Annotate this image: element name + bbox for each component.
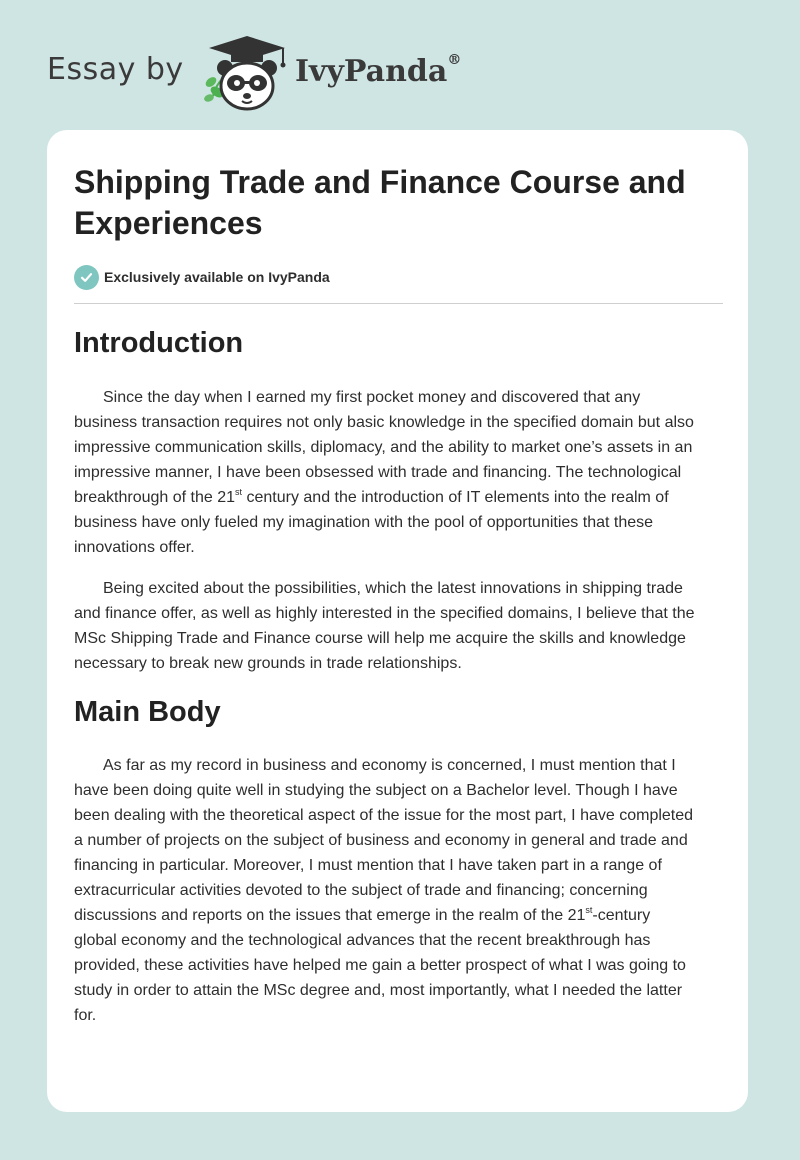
paragraph-line [74, 485, 726, 510]
line-text: discussions and reports on the issues that emerge in the realm of the 21 [74, 907, 586, 924]
section-heading: Main Body [74, 696, 221, 728]
paragraph-line: study in order to attain the MSc degree and, most importantly, what I needed the latter [74, 982, 683, 999]
essay-title [74, 162, 734, 244]
paragraph-line: extracurricular activities devoted to the subject of trade and financing; concerning [74, 882, 648, 899]
paragraph-line: for. [74, 1007, 97, 1024]
paragraph-line: Since the day when I earned my first pocket money and discovered that any [103, 389, 641, 406]
paragraph-line: necessary to break new grounds in trade relationships. [74, 655, 462, 672]
site-header [47, 34, 507, 114]
essay-title-line: Shipping Trade and Finance Course and [74, 164, 686, 200]
panda-graduate-logo-icon [199, 34, 295, 114]
paragraph-line: have been doing quite well in studying the subject on a Bachelor level. Though I have [74, 782, 678, 799]
paragraph-line: impressive manner, I have been obsessed with trade and financing. The technological [74, 464, 682, 481]
line-text: century and the introduction of IT elements into the realm of [242, 489, 669, 506]
essay-by-label: Essay by [47, 52, 184, 87]
paragraph-line: As far as my record in business and economy is concerned, I must mention that I [103, 757, 676, 774]
paragraph [74, 385, 726, 560]
checkmark-icon [74, 265, 99, 290]
paragraph-line: a number of projects on the subject of business and economy in general and trade and [74, 832, 688, 849]
exclusive-badge-label: Exclusively available on IvyPanda [104, 269, 330, 285]
paragraph-line: business transaction requires not only basic knowledge in the specified domain but also [74, 414, 694, 431]
section-heading: Introduction [74, 327, 244, 359]
paragraph [74, 576, 726, 676]
paragraph-line: MSc Shipping Trade and Finance course will help me acquire the skills and knowledge [74, 630, 686, 647]
line-text: -century [592, 907, 651, 924]
title-divider [74, 303, 723, 304]
paragraph-line: financing in particular. Moreover, I must mention that I have taken part in a range of [74, 857, 662, 874]
paragraph-line: business have only fueled my imagination with the pool of opportunities that these [74, 514, 654, 531]
paragraph-line: and finance offer, as well as highly interested in the specified domains, I believe that the [74, 605, 695, 622]
brand-name [295, 54, 461, 89]
paragraph-line: impressive communication skills, diplomacy, and the ability to market one’s assets in an [74, 439, 693, 456]
paragraph [74, 753, 726, 1028]
registered-mark: ® [447, 52, 462, 68]
paragraph-line: been dealing with the theoretical aspect of the issue for the most part, I have completed [74, 807, 694, 824]
paragraph-line: global economy and the technological advances that the recent breakthrough has [74, 932, 651, 949]
paragraph-line: innovations offer. [74, 539, 195, 556]
essay-title-line: Experiences [74, 205, 263, 241]
paragraph-line [74, 903, 726, 928]
paragraph-line: provided, these activities have helped me gain a better prospect of what I was going to [74, 957, 686, 974]
ordinal-suffix: st [585, 904, 593, 915]
essay-card [47, 130, 748, 1112]
brand-name-text: IvyPanda [295, 54, 448, 89]
paragraph-line: Being excited about the possibilities, which the latest innovations in shipping trade [103, 580, 683, 597]
ordinal-suffix: st [235, 486, 243, 497]
line-text: breakthrough of the 21 [74, 489, 236, 506]
exclusive-badge [74, 264, 330, 290]
